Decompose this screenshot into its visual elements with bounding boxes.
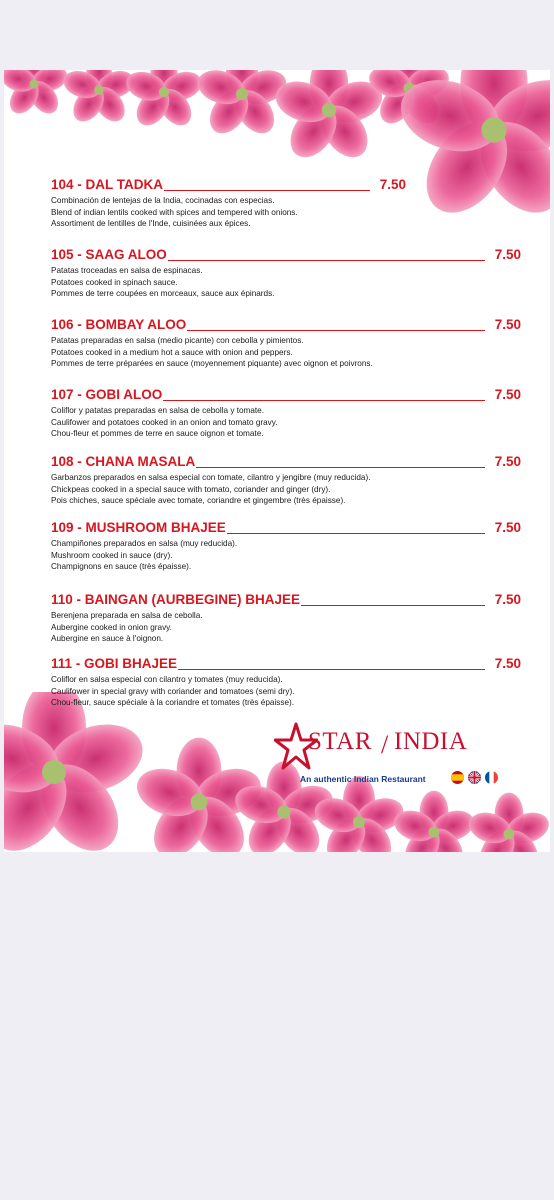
menu-item [51, 519, 521, 573]
item-description-es: Patatas preparadas en salsa (medio picante) con cebolla y pimientos. [51, 336, 304, 345]
item-description-es: Garbanzos preparados en salsa especial con tomate, cilantro y jengibre (muy reducida). [51, 473, 371, 482]
item-description-fr: Champignons en sauce (très épaisse). [51, 562, 192, 572]
item-title: 106 - BOMBAY ALOO [51, 317, 187, 332]
item-description-en: Caulifower and potatoes cooked in an onion and tomato gravy. [51, 417, 278, 427]
item-description-es: Coliflor y patatas preparadas en salsa de cebolla y tomate. [51, 406, 264, 415]
item-price: 7.50 [494, 454, 521, 469]
france-flag-icon [485, 771, 498, 784]
menu-page [4, 70, 550, 852]
item-price: 7.50 [494, 520, 521, 535]
menu-item [51, 246, 521, 300]
menu-item [51, 386, 521, 440]
item-price: 7.50 [379, 177, 406, 192]
logo-tagline: An authentic Indian Restaurant [300, 774, 426, 784]
item-title: 111 - GOBI BHAJEE [51, 656, 178, 671]
item-price: 7.50 [494, 247, 521, 262]
item-title: 107 - GOBI ALOO [51, 387, 163, 402]
menu-item [51, 176, 406, 230]
item-description-es: Coliflor en salsa especial con cilantro y tomates (muy reducida). [51, 675, 283, 684]
item-description-en: Blend of indian lentils cooked with spices and tempered with onions. [51, 207, 298, 217]
item-price: 7.50 [494, 592, 521, 607]
item-title: 104 - DAL TADKA [51, 177, 164, 192]
logo-slash: / [381, 730, 389, 759]
item-description-es: Berenjena preparada en salsa de cebolla. [51, 611, 203, 620]
item-description-fr: Pommes de terre coupées en morceaux, sauce aux épinards. [51, 289, 275, 299]
menu-item [51, 591, 521, 645]
item-description-fr: Pois chiches, sauce spéciale avec tomate, coriandre et gingembre (très épaisse). [51, 496, 346, 506]
item-description-fr: Aubergine en sauce à l'oignon. [51, 634, 164, 644]
item-title: 105 - SAAG ALOO [51, 247, 167, 262]
logo-word-india: INDIA [394, 728, 468, 755]
item-description-en: Potatoes cooked in a medium hot a sauce with onion and peppers. [51, 347, 293, 357]
item-description-en: Potatoes cooked in spinach sauce. [51, 277, 178, 287]
item-description-es: Combinación de lentejas de la India, cocinadas con especias. [51, 196, 275, 205]
item-price: 7.50 [494, 317, 521, 332]
item-title: 109 - MUSHROOM BHAJEE [51, 520, 226, 535]
item-description-en: Caulifower in special gravy with coriander and tomatoes (semi dry). [51, 686, 295, 696]
menu-item [51, 316, 521, 370]
item-price: 7.50 [494, 387, 521, 402]
item-description-fr: Pommes de terre préparées en sauce (moyennement piquante) avec oignon et poivrons. [51, 359, 373, 369]
item-description-fr: Assortiment de lentilles de l'Inde, cuisinées aux épices. [51, 219, 251, 229]
spain-flag-icon [451, 771, 464, 784]
item-description-en: Chickpeas cooked in a special sauce with tomato, coriander and ginger (dry). [51, 484, 331, 494]
logo-word-star: STAR [308, 728, 372, 755]
item-title: 110 - BAINGAN (AURBEGINE) BHAJEE [51, 592, 301, 607]
item-description-fr: Chou-fleur, sauce spéciale à la coriandre et tomates (très épaisse). [51, 698, 295, 708]
uk-flag-icon [468, 771, 481, 784]
restaurant-logo [270, 720, 510, 798]
item-title: 108 - CHANA MASALA [51, 454, 196, 469]
item-description-en: Mushroom cooked in sauce (dry). [51, 550, 173, 560]
menu-item [51, 453, 521, 507]
item-description-en: Aubergine cooked in onion gravy. [51, 622, 172, 632]
item-description-fr: Chou-fleur et pommes de terre en sauce oignon et tomate. [51, 429, 264, 439]
menu-item [51, 655, 521, 709]
item-description-es: Champiñones preparados en salsa (muy reducida). [51, 539, 238, 548]
item-price: 7.50 [494, 656, 521, 671]
item-description-es: Patatas troceadas en salsa de espinacas. [51, 266, 203, 275]
